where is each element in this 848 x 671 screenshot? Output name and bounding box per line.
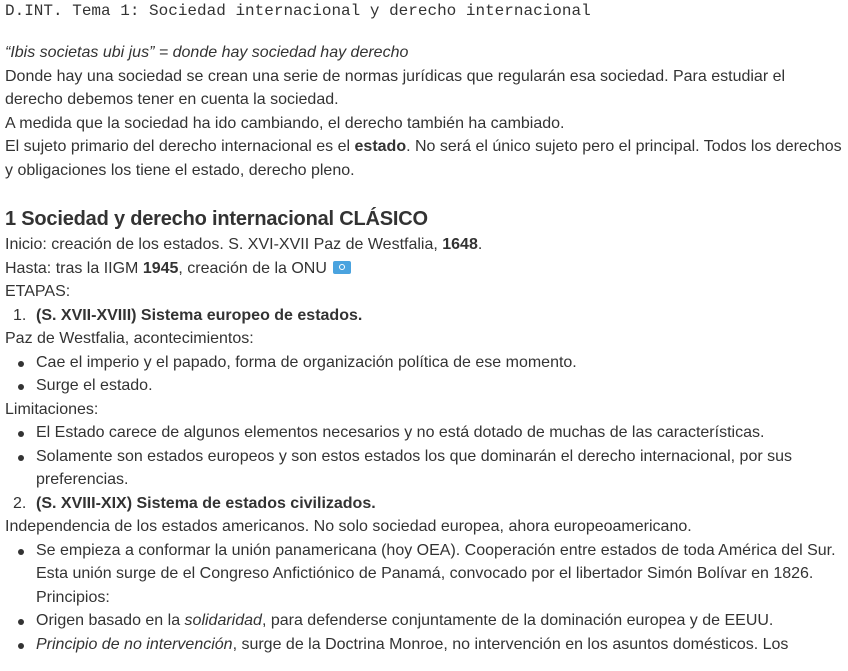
intro-p3-rest: . No será el único sujeto pero el principal. Todos los derechos y obligaciones los tiene el estado, derecho pleno. — [5, 138, 842, 179]
stage-item — [5, 492, 843, 516]
list-item — [5, 633, 843, 657]
panamericana-list — [5, 539, 843, 657]
bullet-icon — [18, 431, 24, 437]
list-item-text: Solamente son estados europeos y son estos estados los que dominarán el derecho internacional, por sus preferencias. — [36, 447, 793, 488]
intro-paragraph-3 — [5, 135, 843, 182]
stage-list-1 — [5, 304, 843, 328]
list-item-text-rest: , surge de la Doctrina Monroe, no intervención en los asuntos domésticos. Los — [232, 635, 789, 653]
bullet-icon — [18, 455, 24, 461]
list-item-text: El Estado carece de algunos elementos necesarios y no está dotado de muchas de las características. — [36, 424, 765, 441]
list-item-emphasis: solidaridad — [184, 612, 262, 629]
inicio-line — [5, 233, 843, 257]
stage-title: (S. XVII-XVIII) Sistema europeo de estados. — [36, 306, 363, 324]
bullet-icon — [18, 549, 24, 555]
spacer — [5, 22, 843, 41]
intro-p3-text: El sujeto primario del derecho internacional es el — [5, 138, 355, 155]
independencia-paragraph: Independencia de los estados americanos. No solo sociedad europea, ahora europeoamericano. — [5, 518, 692, 535]
stage-item — [5, 304, 843, 328]
inicio-end: . — [477, 236, 483, 253]
list-item — [5, 351, 843, 375]
list-item-emphasis: Principio de no intervención — [36, 635, 233, 653]
hasta-year: 1945 — [142, 259, 179, 277]
limitaciones-label: Limitaciones: — [5, 400, 99, 418]
list-item-text: Cae el imperio y el papado, forma de organización política de ese momento. — [36, 353, 577, 371]
list-item-text: Surge el estado. — [36, 377, 153, 394]
bullet-icon — [18, 384, 24, 390]
hasta-line — [5, 257, 843, 281]
list-item — [5, 374, 843, 398]
hasta-rest: , creación de la ONU — [178, 259, 332, 277]
bullet-icon — [18, 619, 24, 625]
list-item — [5, 421, 843, 445]
intro-quote: “Ibis societas ubi jus” = donde hay sociedad hay derecho — [5, 44, 409, 61]
hasta-text: Hasta: tras la IIGM — [5, 259, 143, 277]
list-item-text: Se empieza a conformar la unión panamericana (hoy OEA). Cooperación entre estados de toda América del Sur. Esta unión surge de el Congreso Anfictiónico de Panamá, convocado por el libertador Simón Bolívar en 1826. Principios: — [36, 541, 836, 606]
westfalia-label: Paz de Westfalia, acontecimientos: — [5, 330, 254, 347]
spacer — [5, 182, 843, 206]
bullet-icon — [18, 643, 24, 649]
inicio-year: 1648 — [442, 236, 478, 253]
un-flag-icon — [333, 261, 351, 274]
document-page — [5, 0, 843, 656]
etapas-label: ETAPAS: — [5, 283, 71, 300]
stage-list-2 — [5, 492, 843, 516]
stage-number: 2. — [13, 494, 27, 512]
list-item — [5, 609, 843, 633]
intro-paragraph-1: Donde hay una sociedad se crean una serie de normas jurídicas que regularán esa sociedad. Para estudiar el derecho debemos tener en cuenta la sociedad. — [5, 67, 786, 108]
document-title: D.INT. Tema 1: Sociedad internacional y derecho internacional — [5, 2, 591, 20]
list-item — [5, 445, 843, 492]
list-item — [5, 539, 843, 610]
section-heading: 1 Sociedad y derecho internacional CLÁSICO — [5, 208, 428, 230]
stage-number: 1. — [13, 306, 27, 324]
intro-paragraph-2: A medida que la sociedad ha ido cambiando, el derecho también ha cambiado. — [5, 114, 565, 132]
limitaciones-list — [5, 421, 843, 492]
inicio-text: Inicio: creación de los estados. S. XVI-XVII Paz de Westfalia, — [5, 236, 443, 253]
events-list — [5, 351, 843, 398]
list-item-text: Origen basado en la — [36, 612, 185, 629]
list-item-text-rest: , para defenderse conjuntamente de la dominación europea y de EEUU. — [261, 612, 774, 629]
bullet-icon — [18, 361, 24, 367]
intro-p3-bold: estado — [354, 138, 407, 155]
stage-title: (S. XVIII-XIX) Sistema de estados civilizados. — [36, 494, 376, 512]
